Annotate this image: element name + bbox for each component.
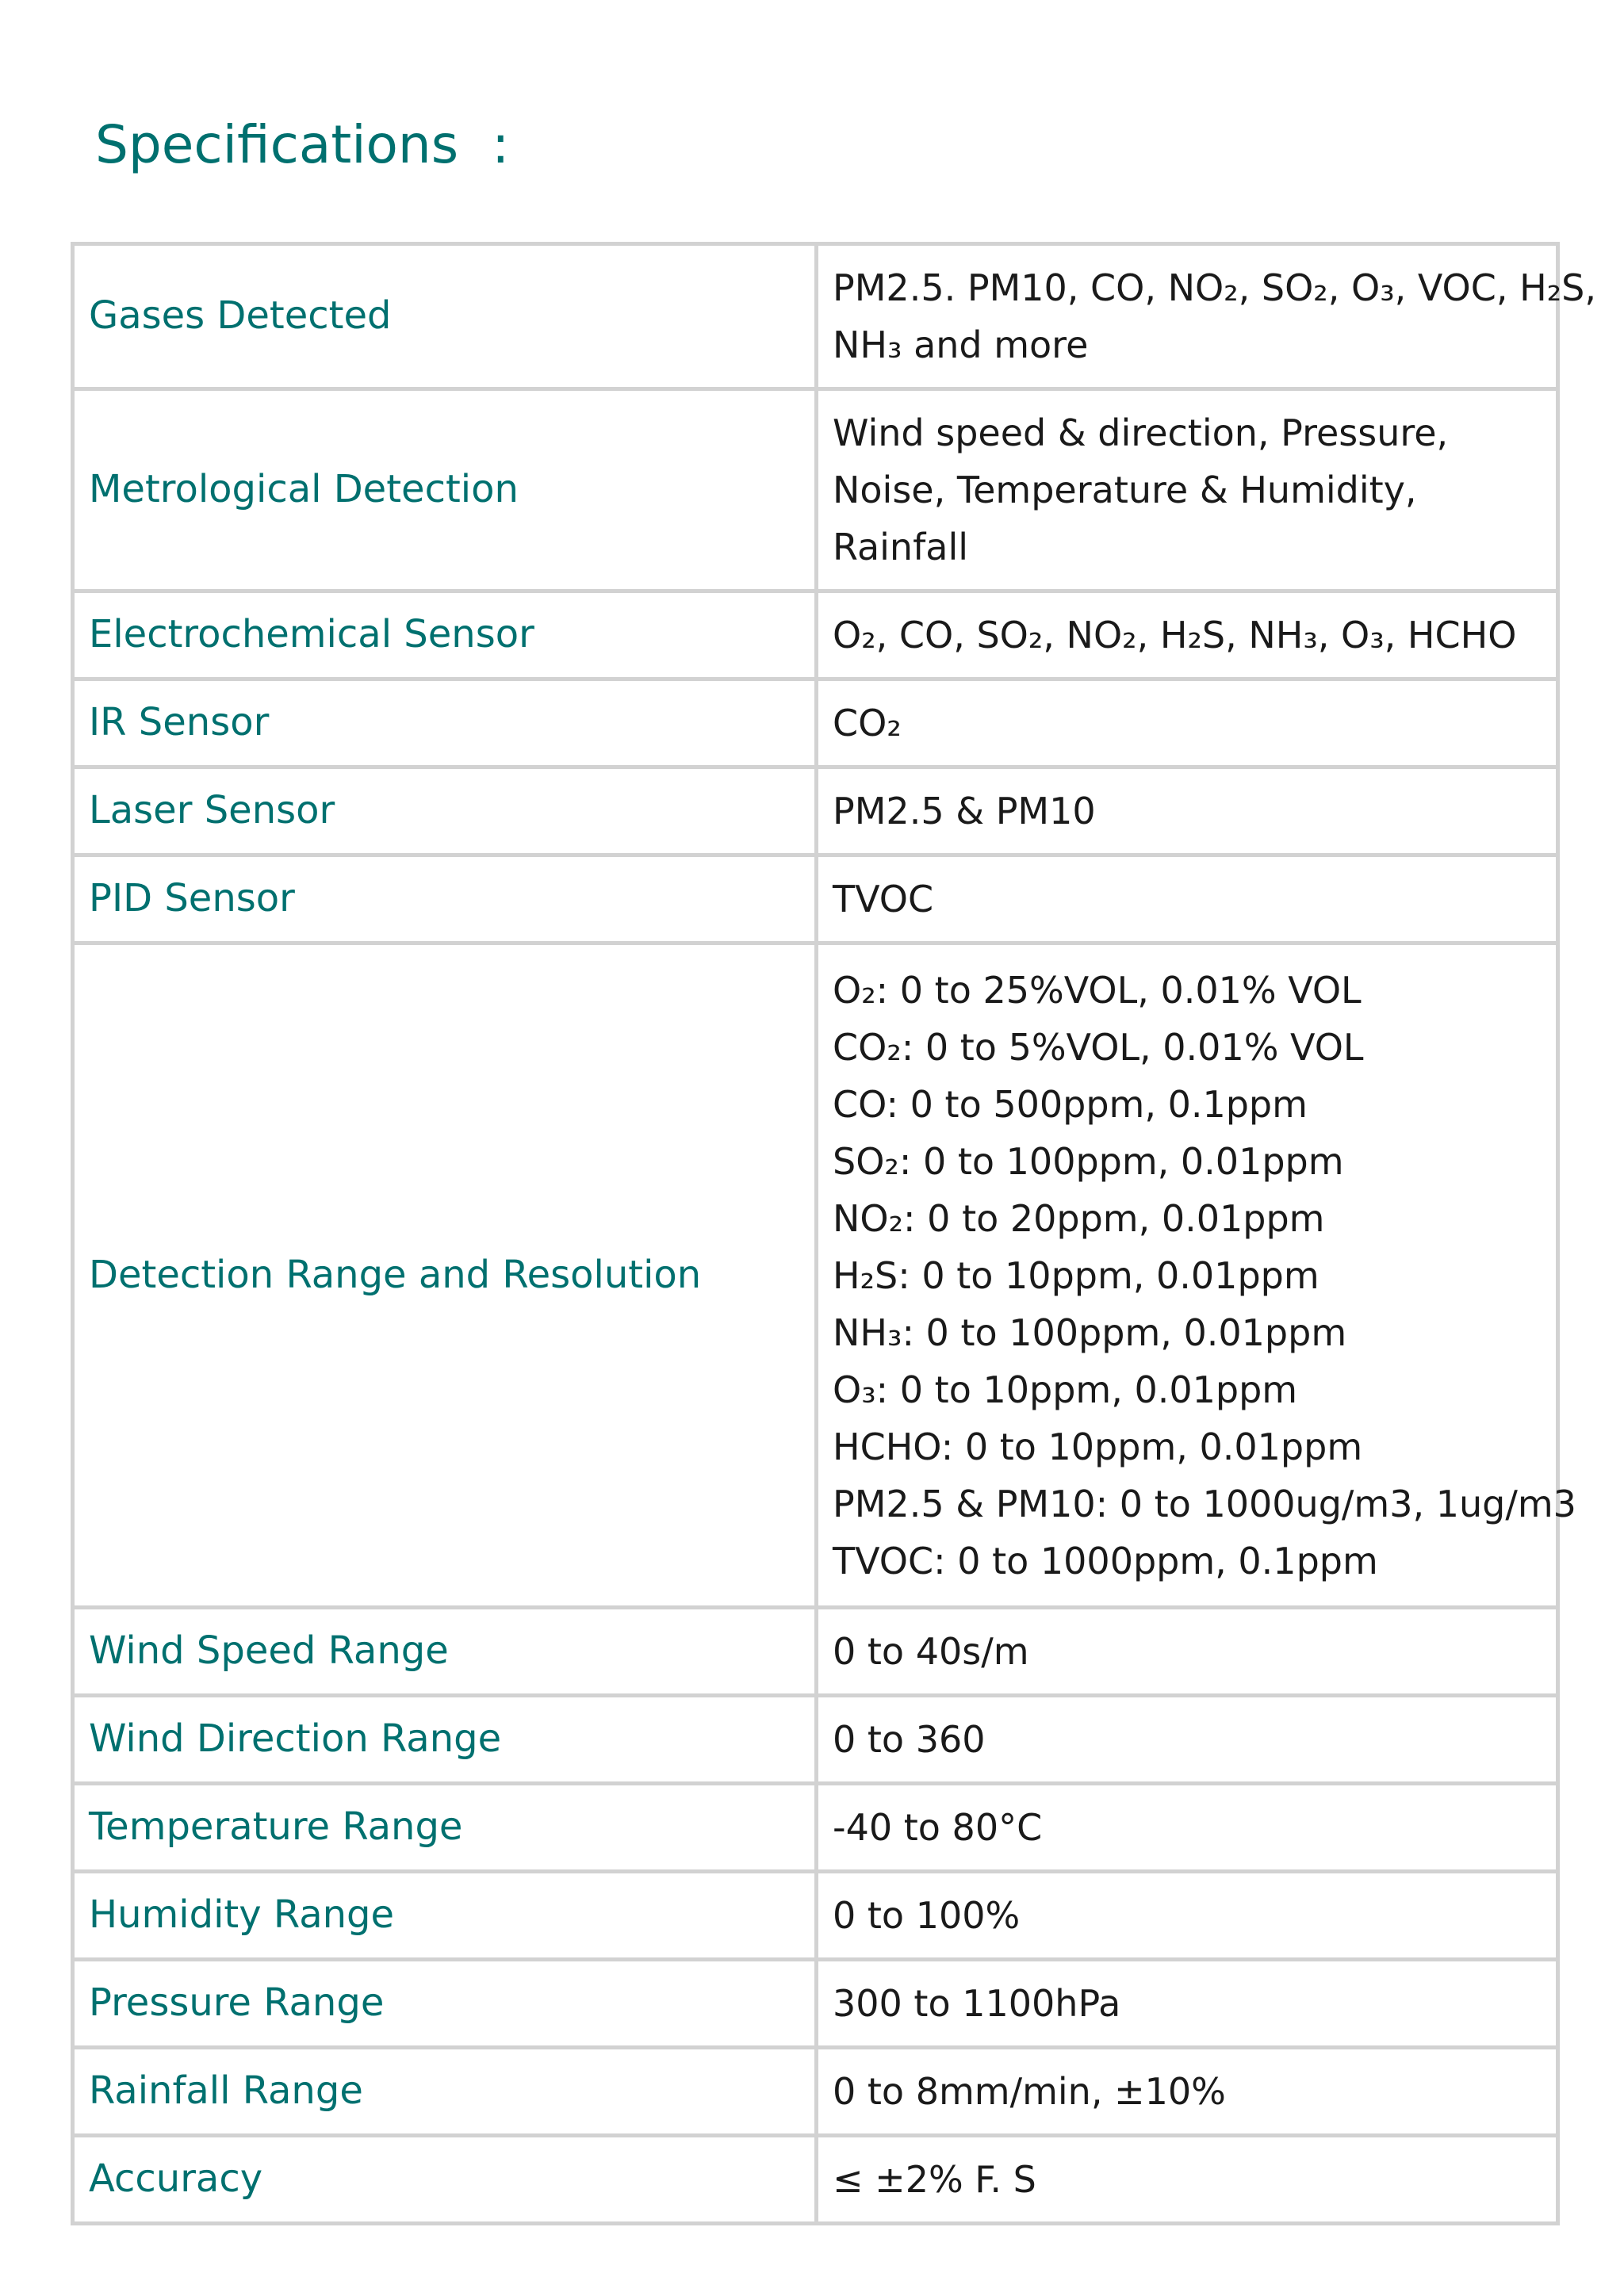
spec-value-line: CO₂: 0 to 5%VOL, 0.01% VOL [833,1025,1364,1069]
spec-label: Rainfall Range [73,2048,817,2136]
table-row-rainfall-range [73,2048,1558,2136]
spec-label: Electrochemical Sensor [73,591,817,679]
spec-value [817,1872,1558,1960]
spec-label: Accuracy [73,2136,817,2224]
spec-value [817,767,1558,855]
spec-value [817,389,1558,591]
table-row-temperature-range [73,1784,1558,1872]
spec-value-line: NO₂: 0 to 20ppm, 0.01ppm [833,1196,1325,1240]
spec-value [817,855,1558,943]
spec-label: IR Sensor [73,679,817,767]
spec-value-line: 0 to 8mm/min, ±10% [833,2070,1226,2113]
spec-value [817,1960,1558,2048]
table-row-laser-sensor [73,767,1558,855]
table-row-gases-detected [73,244,1558,389]
spec-value-line: H₂S: 0 to 10ppm, 0.01ppm [833,1253,1320,1297]
spec-value-line: O₃: 0 to 10ppm, 0.01ppm [833,1368,1298,1411]
table-row-metrological-detection [73,389,1558,591]
table-row-ir-sensor [73,679,1558,767]
spec-value-line: Wind speed & direction, Pressure, [833,411,1449,454]
spec-value [817,943,1576,1608]
spec-value-line: O₂, CO, SO₂, NO₂, H₂S, NH₃, O₃, HCHO [833,614,1517,656]
spec-value-line: 0 to 100% [833,1894,1021,1937]
spec-value [817,1608,1558,1696]
spec-label: Wind Direction Range [73,1696,817,1784]
spec-value-line: CO₂ [833,702,902,744]
spec-label: PID Sensor [73,855,817,943]
table-row-pid-sensor [73,855,1558,943]
spec-value [817,2048,1558,2136]
spec-label: Detection Range and Resolution [73,943,817,1608]
spec-value-line: O₂: 0 to 25%VOL, 0.01% VOL [833,968,1362,1012]
spec-value-line: 0 to 40s/m [833,1630,1029,1673]
table-row-wind-direction-range [73,1696,1558,1784]
spec-value-line: PM2.5 & PM10 [833,790,1096,832]
spec-value [817,1696,1558,1784]
spec-label: Laser Sensor [73,767,817,855]
spec-value [817,679,1558,767]
spec-label: Humidity Range [73,1872,817,1960]
spec-value-line: 0 to 360 [833,1718,986,1761]
spec-value-line: -40 to 80°C [833,1806,1043,1849]
spec-value-line: PM2.5. PM10, CO, NO₂, SO₂, O₃, VOC, H₂S, [833,266,1596,309]
spec-value-line: Noise, Temperature & Humidity, [833,469,1417,511]
spec-label: Metrological Detection [73,389,817,591]
table-row-pressure-range [73,1960,1558,2048]
spec-label: Temperature Range [73,1784,817,1872]
spec-value [817,244,1596,389]
spec-value-line: NH₃: 0 to 100ppm, 0.01ppm [833,1311,1347,1354]
spec-value-line: CO: 0 to 500ppm, 0.1ppm [833,1082,1308,1126]
spec-value-line: SO₂: 0 to 100ppm, 0.01ppm [833,1139,1344,1183]
spec-value-line: NH₃ and more [833,323,1089,366]
spec-value-line: HCHO: 0 to 10ppm, 0.01ppm [833,1425,1363,1468]
table-row-wind-speed-range [73,1608,1558,1696]
spec-label: Pressure Range [73,1960,817,2048]
specifications-table [71,242,1596,2225]
spec-value-line: TVOC: 0 to 1000ppm, 0.1ppm [833,1539,1378,1582]
spec-value [817,591,1558,679]
spec-value-line: Rainfall [833,526,969,568]
table-row-accuracy [73,2136,1558,2224]
spec-value [817,1784,1558,1872]
table-row-detection-range-resolution [73,943,1558,1608]
page-title: Specifications : [95,114,510,175]
spec-value [817,2136,1558,2224]
spec-value-line: TVOC [833,878,934,920]
spec-value-line: 300 to 1100hPa [833,1982,1121,2025]
spec-value-line: ≤ ±2% F. S [833,2158,1036,2201]
spec-label: Gases Detected [73,244,817,389]
spec-value-line: PM2.5 & PM10: 0 to 1000ug/m3, 1ug/m3 [833,1482,1576,1525]
spec-label: Wind Speed Range [73,1608,817,1696]
table-row-humidity-range [73,1872,1558,1960]
table-row-electrochemical-sensor [73,591,1558,679]
